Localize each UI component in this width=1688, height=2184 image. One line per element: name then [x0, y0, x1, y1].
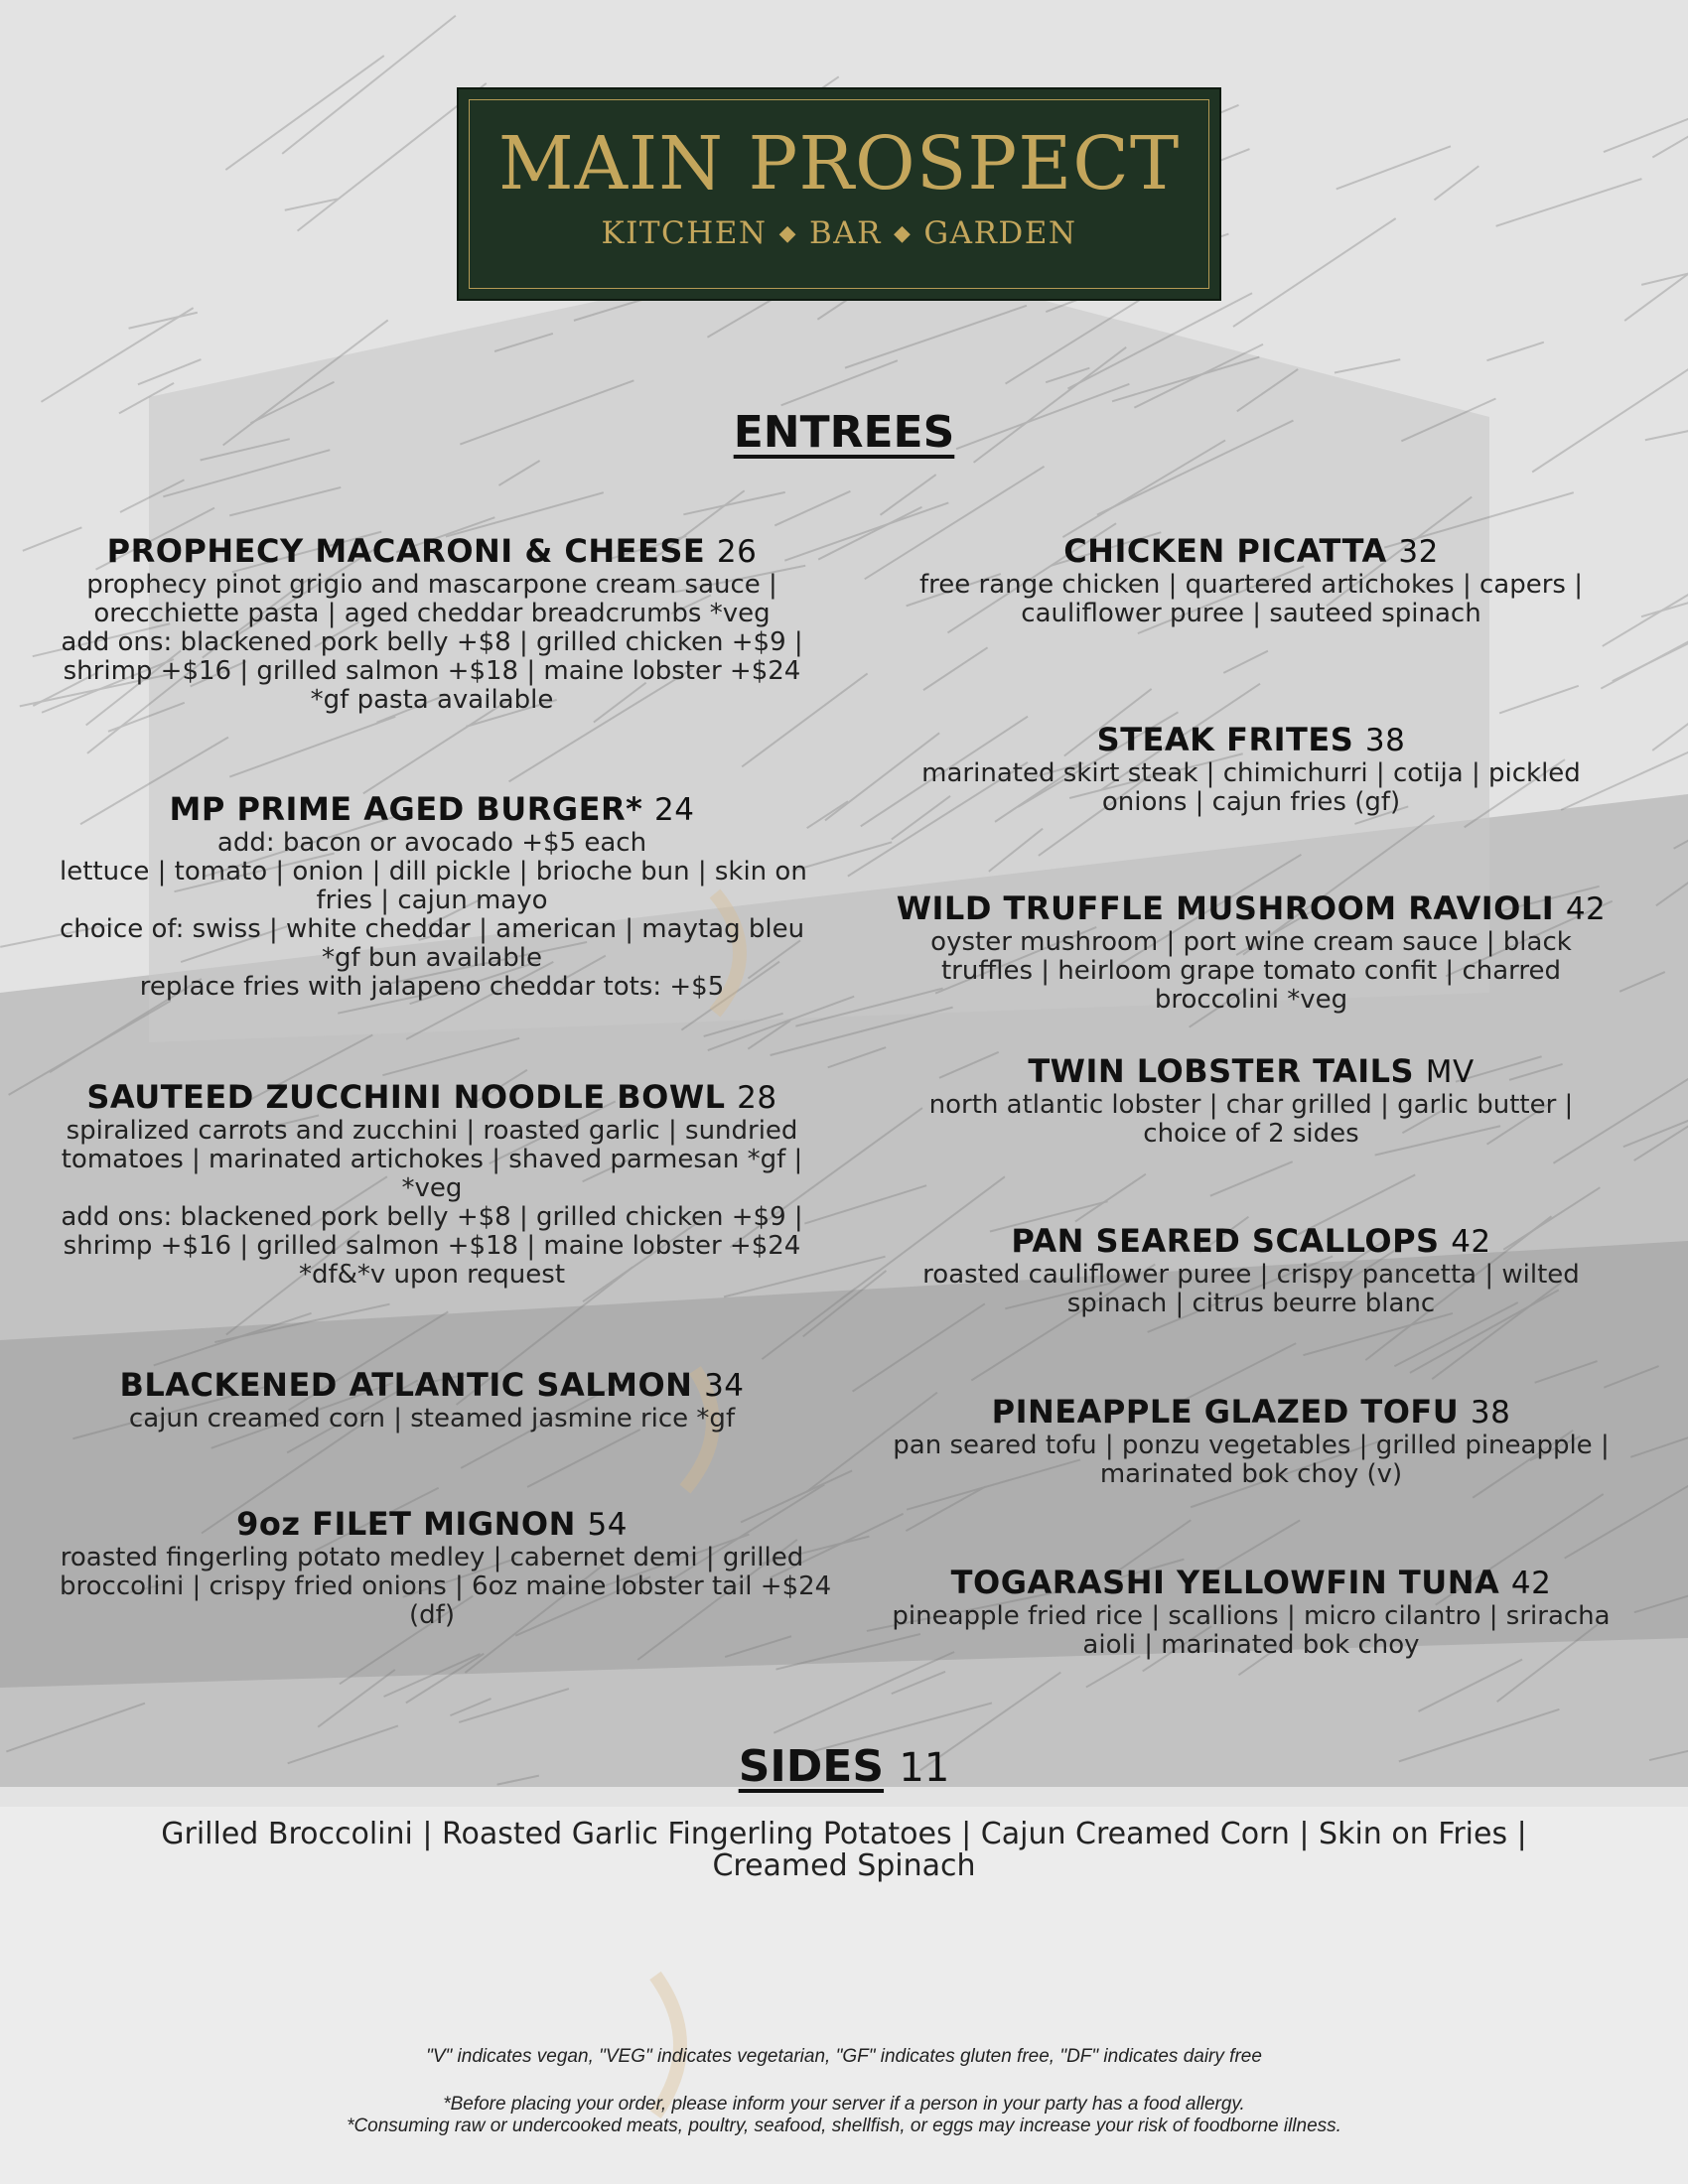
item-description-line: roasted cauliflower puree | crispy pancetta | wilted [922, 1260, 1580, 1291]
sides-heading-text: SIDES [738, 1741, 885, 1792]
item-description-line: choice of 2 sides [1143, 1119, 1359, 1150]
item-title [874, 1054, 1628, 1089]
item-description-line: *veg [401, 1173, 463, 1204]
item-price: 34 [704, 1368, 745, 1404]
entrees-heading-text: ENTREES [733, 407, 955, 458]
item-description-line: shrimp +$16 | grilled salmon +$18 | maine lobster +$24 [63, 1231, 801, 1262]
consumption-advisory: *Consuming raw or undercooked meats, poultry, seafood, shellfish, or eggs may increase your risk of foodborne illness. [347, 2116, 1341, 2136]
item-description-line: pineapple fried rice | scallions | micro cilantro | sriracha [892, 1601, 1611, 1632]
menu-item-filet-mignon [60, 1505, 832, 1631]
item-title [60, 1507, 804, 1542]
item-title [60, 534, 804, 569]
item-title [874, 534, 1628, 569]
item-description-line: broccolini *veg [1154, 985, 1348, 1016]
sides-line: Creamed Spinach [712, 1848, 976, 1883]
item-name: STEAK FRITES [1096, 721, 1354, 758]
item-description-line: *gf pasta available [310, 685, 554, 716]
item-title [874, 723, 1628, 757]
item-name: PAN SEARED SCALLOPS [1011, 1222, 1440, 1260]
item-description-line: cajun creamed corn | steamed jasmine rice *gf [128, 1404, 736, 1434]
item-title [60, 792, 804, 827]
item-description-line: pan seared tofu | ponzu vegetables | grilled pineapple | [893, 1431, 1610, 1461]
item-description-line: free range chicken | quartered artichokes | capers | [919, 570, 1583, 601]
item-price: 42 [1451, 1224, 1491, 1260]
item-title [60, 1080, 804, 1115]
item-description-line: lettuce | tomato | onion | dill pickle | brioche bun | skin on [60, 857, 807, 887]
diamond-icon: ◆ [894, 221, 913, 246]
sides-price: 11 [899, 1745, 950, 1791]
menu-item-chicken-picatta [874, 534, 1628, 628]
item-name: WILD TRUFFLE MUSHROOM RAVIOLI [896, 889, 1555, 927]
item-price: 32 [1398, 534, 1439, 570]
item-name: SAUTEED ZUCCHINI NOODLE BOWL [86, 1078, 726, 1116]
item-title [874, 1224, 1628, 1259]
sides-line: Grilled Broccolini | Roasted Garlic Fingerling Potatoes | Cajun Creamed Corn | Skin on Fries | [161, 1817, 1527, 1851]
item-title [60, 1368, 804, 1403]
item-description-line: add ons: blackened pork belly +$8 | grilled chicken +$9 | [61, 1202, 803, 1233]
sides-list [149, 1819, 1539, 1882]
item-description-line: roasted fingerling potato medley | cabernet demi | grilled [60, 1543, 804, 1573]
item-name: TOGARASHI YELLOWFIN TUNA [950, 1564, 1500, 1601]
item-name: TWIN LOBSTER TAILS [1028, 1052, 1415, 1090]
item-description-line: spinach | citrus beurre blanc [1066, 1289, 1436, 1319]
menu-item-pineapple-glazed-tofu [874, 1395, 1628, 1489]
item-description-line: truffles | heirloom grape tomato confit | charred [940, 956, 1562, 987]
menu-item-prime-burger [60, 790, 807, 1003]
item-price: 42 [1565, 891, 1607, 927]
menu-item-yellowfin-tuna [874, 1566, 1628, 1660]
item-description-line: add: bacon or avocado +$5 each [216, 828, 647, 859]
item-name: CHICKEN PICATTA [1063, 532, 1387, 570]
item-description-line: marinated bok choy (v) [1099, 1459, 1403, 1490]
item-price: 38 [1470, 1395, 1511, 1431]
item-price: 28 [737, 1080, 777, 1116]
logo-title: MAIN PROSPECT [497, 121, 1181, 206]
item-title [874, 1395, 1628, 1430]
item-description-line: shrimp +$16 | grilled salmon +$18 | maine lobster +$24 [63, 656, 801, 687]
item-description-line: prophecy pinot grigio and mascarpone cream sauce | [86, 570, 777, 601]
logo-subtitle [459, 215, 1219, 251]
item-description-line: broccolini | crispy fried onions | 6oz maine lobster tail +$24 [60, 1571, 832, 1602]
menu-item-mac-and-cheese [60, 534, 804, 715]
item-description-line: replace fries with jalapeno cheddar tots: +$5 [139, 972, 725, 1003]
item-description-line: onions | cajun fries (gf) [1101, 787, 1401, 818]
item-name: BLACKENED ATLANTIC SALMON [119, 1366, 693, 1404]
item-description-line: aioli | marinated bok choy [1082, 1630, 1420, 1661]
item-title [874, 1566, 1628, 1600]
item-description-line: north atlantic lobster | char grilled | garlic butter | [928, 1090, 1574, 1121]
item-description-line: marinated skirt steak | chimichurri | cotija | pickled [921, 758, 1581, 789]
logo-subtitle-kitchen: KITCHEN [601, 215, 768, 251]
item-price: 42 [1510, 1566, 1552, 1601]
logo-subtitle-bar: BAR [808, 215, 882, 251]
item-price: 38 [1364, 723, 1406, 758]
dietary-legend: "V" indicates vegan, "VEG" indicates vegetarian, "GF" indicates gluten free, "DF" indicates dairy free [426, 2046, 1262, 2067]
item-description-line: *df&*v upon request [298, 1260, 566, 1291]
item-name: PROPHECY MACARONI & CHEESE [106, 532, 706, 570]
item-name: MP PRIME AGED BURGER* [169, 790, 643, 828]
item-description-line: spiralized carrots and zucchini | roasted garlic | sundried [66, 1116, 798, 1147]
item-description-line: add ons: blackened pork belly +$8 | grilled chicken +$9 | [61, 627, 803, 658]
item-price: 54 [587, 1507, 628, 1543]
item-description-line: orecchiette pasta | aged cheddar breadcrumbs *veg [93, 599, 771, 629]
item-description-line: tomatoes | marinated artichokes | shaved parmesan *gf | [61, 1145, 803, 1175]
item-name: PINEAPPLE GLAZED TOFU [991, 1393, 1460, 1431]
item-price: 26 [716, 534, 758, 570]
item-price: 24 [654, 792, 695, 828]
item-price: MV [1425, 1054, 1475, 1090]
item-description-line: (df) [409, 1600, 455, 1631]
menu-item-twin-lobster-tails [874, 1054, 1628, 1149]
menu-item-blackened-salmon [60, 1368, 804, 1433]
item-description-line: cauliflower puree | sauteed spinach [1021, 599, 1481, 629]
diamond-icon: ◆ [778, 221, 797, 246]
menu-item-pan-seared-scallops [874, 1224, 1628, 1318]
item-description-line: fries | cajun mayo [316, 886, 548, 916]
item-description-line: *gf bun available [321, 943, 542, 974]
sides-heading [0, 1741, 1688, 1792]
item-name: 9oz FILET MIGNON [236, 1505, 576, 1543]
menu-item-steak-frites [874, 723, 1628, 817]
restaurant-logo [457, 87, 1221, 301]
menu-item-zucchini-noodle-bowl [60, 1080, 804, 1290]
entrees-heading [0, 407, 1688, 458]
item-description-line: choice of: swiss | white cheddar | american | maytag bleu [60, 914, 805, 945]
allergy-notice: *Before placing your order, please inform your server if a person in your party has a food allergy. [443, 2094, 1245, 2115]
item-description-line: oyster mushroom | port wine cream sauce | black [930, 927, 1572, 958]
menu-item-truffle-ravioli [874, 891, 1628, 1015]
logo-subtitle-garden: GARDEN [923, 215, 1077, 251]
item-title [874, 891, 1628, 926]
